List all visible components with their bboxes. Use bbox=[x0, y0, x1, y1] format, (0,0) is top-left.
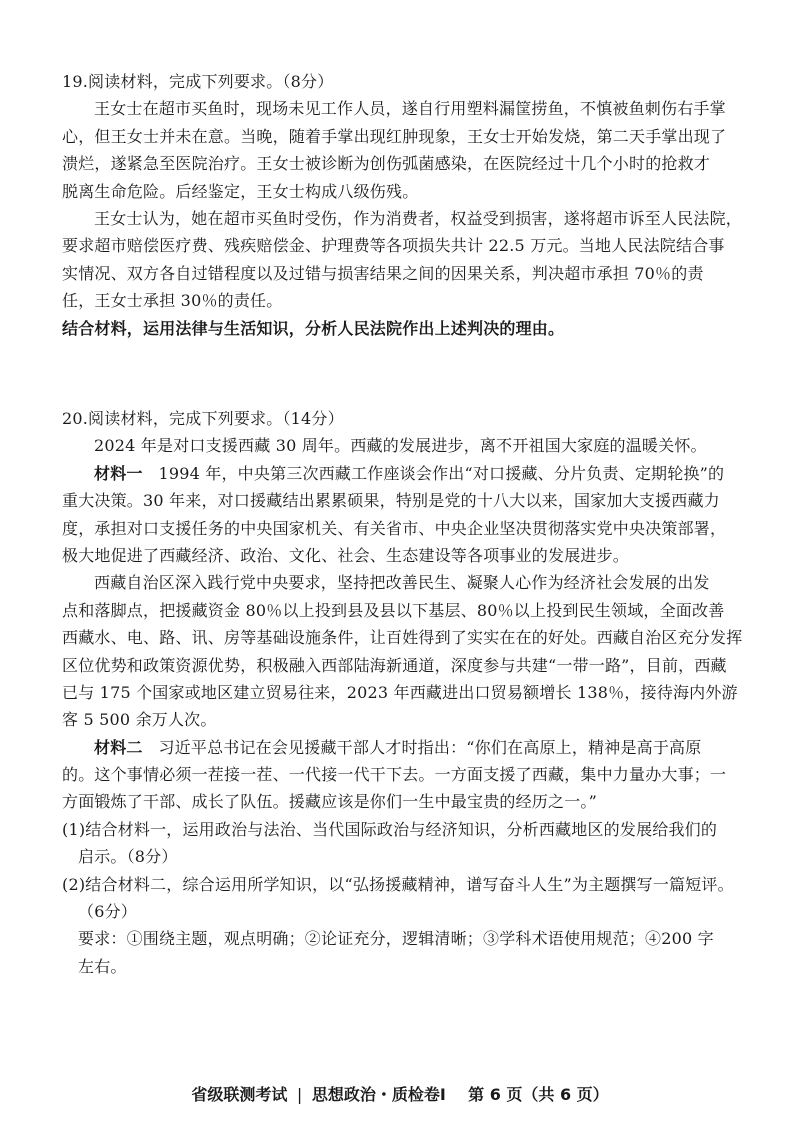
q20-subquestion-1-cont: 启示。（8分） bbox=[78, 847, 178, 867]
q20-subquestion-2: (2)结合材料二，综合运用所学知识，以“弘扬援藏精神，谱写奋斗人生”为主题撰写一篇短评。 bbox=[62, 874, 734, 894]
question-20-heading: 20.阅读材料，完成下列要求。（14分） bbox=[62, 409, 344, 428]
q20-material-2-line: 方面锻炼了干部、成长了队伍。援藏应该是你们一生中最宝贵的经历之一。” bbox=[62, 792, 597, 812]
q19-paragraph-2-line: 任，王女士承担 30％的责任。 bbox=[62, 291, 283, 311]
q20-material-1b-line: 区位优势和政策资源优势，积极融入西部陆海新通道，深度参与共建“一带一路”，目前，西藏 bbox=[62, 655, 727, 675]
q20-material-1b-line: 已与 175 个国家或地区建立贸易往来，2023 年西藏进出口贸易额增长 138％，接待海内外游 bbox=[62, 682, 738, 702]
material-2-label: 材料二 bbox=[94, 737, 143, 757]
q20-material-1b-line: 西藏水、电、路、讯、房等基础设施条件，让百姓得到了实实在在的好处。西藏自治区充分发挥 bbox=[62, 628, 743, 648]
q19-paragraph-1-line: 溃烂，遂紧急至医院治疗。王女士被诊断为创伤弧菌感染，在医院经过十几个小时的抢救才 bbox=[62, 154, 711, 174]
footer-page-number: 第 6 页（共 6 页） bbox=[468, 1085, 609, 1104]
q19-paragraph-1-line: 心，但王女士并未在意。当晚，随着手掌出现红肿现象，王女士开始发烧，第二天手掌出现了 bbox=[62, 126, 727, 146]
material-1-text: 1994 年，中央第三次西藏工作座谈会作出“对口援藏、分片负责、定期轮换”的 bbox=[158, 463, 725, 483]
question-19-heading: 19.阅读材料，完成下列要求。（8分） bbox=[62, 72, 334, 91]
q20-subquestion-1: (1)结合材料一，运用政治与法治、当代国际政治与经济知识，分析西藏地区的发展给我们的 bbox=[62, 819, 718, 839]
question-19 bbox=[62, 68, 742, 342]
q20-material-1b-line: 客 5 500 余万人次。 bbox=[62, 710, 217, 730]
q20-material-1-line: 重大决策。30 年来，对口援藏结出累累硕果，特别是党的十八大以来，国家加大支援西藏力 bbox=[62, 491, 720, 511]
q20-intro: 2024 年是对口支援西藏 30 周年。西藏的发展进步，离不开祖国大家庭的温暖关怀。 bbox=[94, 436, 707, 456]
q19-requirement: 结合材料，运用法律与生活知识，分析人民法院作出上述判决的理由。 bbox=[62, 318, 565, 338]
q19-paragraph-2-line: 要求超市赔偿医疗费、残疾赔偿金、护理费等各项损失共计 22.5 万元。当地人民法院结合事 bbox=[62, 236, 725, 256]
q19-paragraph-2-line: 王女士认为，她在超市买鱼时受伤，作为消费者，权益受到损害，遂将超市诉至人民法院， bbox=[94, 208, 743, 228]
material-1-label: 材料一 bbox=[94, 463, 143, 483]
footer-subject: 思想政治・质检卷Ⅰ bbox=[311, 1085, 446, 1104]
footer-separator: | bbox=[296, 1085, 303, 1104]
q20-writing-requirements-cont: 左右。 bbox=[78, 956, 127, 976]
q20-material-1-line bbox=[62, 460, 742, 487]
q20-material-1b-line: 西藏自治区深入践行党中央要求，坚持把改善民生、凝聚人心作为经济社会发展的出发 bbox=[94, 573, 710, 593]
q20-material-2-line: 的。这个事情必须一茬接一茬、一代接一代干下去。一方面支援了西藏，集中力量办大事；一 bbox=[62, 765, 727, 785]
q19-paragraph-1-line: 王女士在超市买鱼时，现场未见工作人员，遂自行用塑料漏筐捞鱼，不慎被鱼刺伤右手掌 bbox=[94, 99, 726, 119]
q20-material-2-line bbox=[62, 734, 742, 761]
q20-material-1-line: 度，承担对口支援任务的中央国家机关、有关省市、中央企业坚决贯彻落实党中央决策部署， bbox=[62, 518, 727, 538]
material-2-text: 习近平总书记在会见援藏干部人才时指出：“你们在高原上，精神是高于高原 bbox=[158, 737, 702, 757]
question-20 bbox=[62, 405, 742, 980]
q19-paragraph-1-line: 脱离生命危险。后经鉴定，王女士构成八级伤残。 bbox=[62, 181, 419, 201]
q19-paragraph-2-line: 实情况、双方各自过错程度以及过错与损害结果之间的因果关系，判决超市承担 70％的责 bbox=[62, 263, 704, 283]
q20-material-1b-line: 点和落脚点，把援藏资金 80％以上投到县及县以下基层、80％以上投到民生领域，全面改善 bbox=[62, 600, 725, 620]
page-footer bbox=[0, 1082, 800, 1105]
q20-writing-requirements: 要求：①围绕主题，观点明确；②论证充分，逻辑清晰；③学科术语使用规范；④200 字 bbox=[78, 929, 714, 949]
q20-subquestion-2-cont: （6分） bbox=[78, 902, 137, 922]
q20-material-1-line: 极大地促进了西藏经济、政治、文化、社会、生态建设等各项事业的发展进步。 bbox=[62, 545, 630, 565]
footer-exam-name: 省级联测考试 bbox=[191, 1085, 288, 1104]
